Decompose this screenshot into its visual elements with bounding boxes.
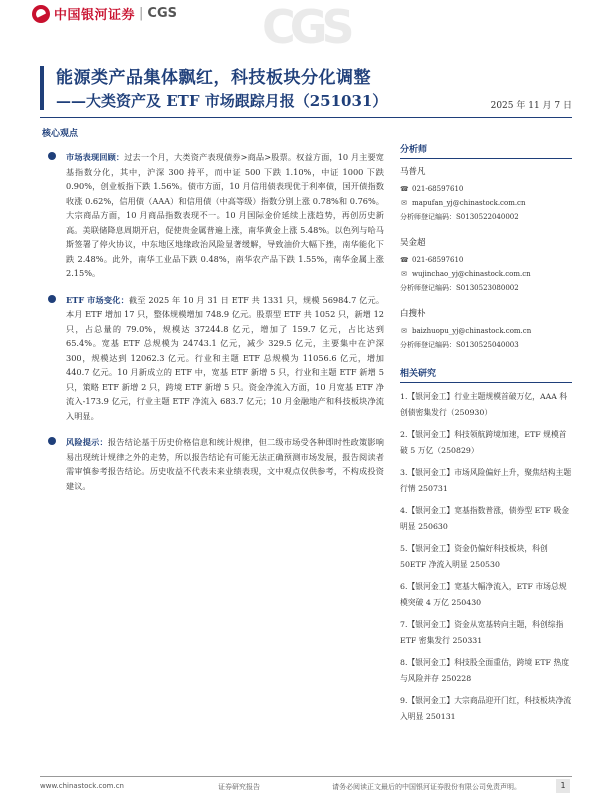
bullet-lead: 市场表现回顾： [66,152,125,162]
related-heading: 相关研究 [400,366,572,383]
bullet-market-review [46,150,384,281]
mail-icon: ✉ [401,199,407,207]
top-bar [0,0,600,54]
report-date: 2025 年 11 月 7 日 [490,101,572,111]
phone-text: 021-68597610 [412,256,464,264]
analyst-reg: 分析师登记编码：S0130523080002 [400,284,519,292]
bullet-lead: 风险提示： [66,437,108,447]
related-item[interactable]: 5.【银河金工】资金仍偏好科技板块，科创 50ETF 净流入明显 250530 [400,544,548,569]
logo-mark-icon [32,5,50,23]
page-number: 1 [556,779,570,793]
footer-type: 证券研究报告 [218,783,260,791]
analyst-email[interactable] [400,196,572,210]
related-item[interactable]: 3.【银河金工】市场风险偏好上升，聚焦结构主题行情 250731 [400,468,572,493]
phone-text: 021-68597610 [412,185,464,193]
email-text[interactable]: baizhuopu_yj@chinastock.com.cn [412,327,532,335]
bullet-text: 截至 2025 年 10 月 31 日 ETF 共 1331 只，规模 56984.7 亿元。本月 ETF 增加 17 只，整体规模增加 748.9 亿元。股票型 ETF 共 1052 只，新增 12 只，占总量的 79.0%，规模达 37244.8 亿元，增加了 159.7 亿元，占比达到 65.4%。宽基 ETF 总规模为 24743.1 亿元，减少 329.5 亿元，主要集中在沪深 300，规模达到 12062.3 亿元。行业和主题 ETF 总规模为 11056.6 亿元，增加 440.7 亿元。10 月新成立的 ETF 中，宽基 ETF 新增 5 只，行业和主题 ETF 新增 5 只，策略 ETF 新增 2 只，跨境 ETF 新增 5 只。资金净流入方面，10 月宽基 ETF 净流入-173.9 亿元，行业主题 ETF 净流入 683.7 亿元；10 月金融地产和科技板块净流入明显。 [66,294,385,421]
related-item[interactable]: 6.【银河金工】宽基大幅净流入，ETF 市场总规模突破 4 万亿 250430 [400,582,567,607]
related-item[interactable]: 8.【银河金工】科技股全面重估，跨境 ETF 热度与风险并存 250228 [400,658,570,683]
email-text[interactable]: wujinchao_yj@chinastock.com.cn [412,270,531,278]
analyst-email[interactable] [400,267,572,281]
bullet-lead: ETF 市场变化： [66,294,129,305]
title-divider [40,117,572,118]
sidebar [400,142,572,731]
related-item[interactable]: 1.【银河金工】行业主题规模首破万亿，AAA 科创债密集发行（250930） [400,392,568,417]
bullet-dot-icon [48,437,56,445]
email-text[interactable]: mapufan_yj@chinastock.com.cn [412,199,526,207]
bullet-dot-icon [48,152,56,160]
analyst-reg: 分析师登记编码：S0130525040003 [400,341,519,349]
footer-divider [40,776,572,777]
title-accent-bar [40,66,44,110]
related-item[interactable]: 7.【银河金工】资金从宽基转向主题，科创综指 ETF 密集发行 250331 [400,620,564,645]
related-item[interactable]: 9.【银河金工】大宗商品迎开门红，科技板块净流入明显 250131 [400,696,572,721]
phone-icon: ☎ [400,185,409,193]
bullet-text: 过去一个月，大类资产表现债券>商品>股票。权益方面，10 月主要宽基指数分化，其中，沪深 300 持平，而中证 500 下跌 1.10%，中证 1000 下跌 0.90%，创业板指下跌 1.56%。债市方面，10 月信用债表现优于利率债，国开债指数收涨 0.62%，信用债（AAA）和信用债（中高等级）指数分别上涨 0.78%和 0.76%。大宗商品方面，10 月商品指数表现不一。10 月国际金价延续上涨趋势，再创历史新高。美联储降息周期开启，促使贵金属普遍上涨，南华黄金上涨 5.48%。以色列与哈马斯签署了停火协议，中东地区地缘政治风险显著缓解，导致油价大幅下挫，南华能化下跌 2.48%。此外，南华工业品下跌 0.48%，南华农产品下跌 1.55%，南华金属上涨 2.15%。 [66,152,384,278]
bullet-text: 报告结论基于历史价格信息和统计规律，但二级市场受各种即时性政策影响易出现统计规律之外的走势，所以报告结论有可能无法正确预测市场发展，报告阅读者需审慎参考报告结论。历史收益不代表未来业绩表现，文中观点仅供参考，不构成投资建议。 [66,437,384,491]
bullet-dot-icon [48,295,56,303]
company-logo [32,4,177,23]
logo-text: 中国银河证券 [54,8,136,23]
footer-site[interactable]: www.chinastock.com.cn [40,782,124,790]
analyst-card [400,236,572,295]
related-item[interactable]: 4.【银河金工】宽基指数普涨，债券型 ETF 吸金明显 250630 [400,506,570,531]
bullet-etf-change [46,293,384,424]
core-views [46,150,384,505]
report-title: 能源类产品集体飘红，科技板块分化调整 [56,68,371,88]
analyst-reg: 分析师登记编码：S0130522040002 [400,213,519,221]
mail-icon: ✉ [401,327,407,335]
logo-cgs: CGS [147,6,177,21]
analysts-heading: 分析师 [400,142,572,159]
analyst-name: 马普凡 [400,167,426,177]
bullet-risk [46,435,384,493]
analyst-card [400,165,572,224]
analyst-phone [400,253,572,267]
related-item[interactable]: 2.【银河金工】科技领航跨境加速，ETF 规模首破 5 万亿（250829） [400,430,567,455]
header-watermark: CGS [262,0,349,54]
related-research [400,366,572,725]
mail-icon: ✉ [401,270,407,278]
footer-disclaimer: 请务必阅读正文最后的中国银河证券股份有限公司免责声明。 [332,783,521,791]
logo-separator: | [139,6,144,21]
analyst-name: 白搜朴 [400,309,426,319]
report-subtitle: ——大类资产及 ETF 市场跟踪月报（251031） [56,92,388,110]
analyst-name: 吴金超 [400,238,426,248]
core-views-label: 核心观点 [42,129,79,139]
phone-icon: ☎ [400,256,409,264]
analyst-card [400,307,572,352]
analyst-phone [400,182,572,196]
analyst-email[interactable] [400,324,572,338]
